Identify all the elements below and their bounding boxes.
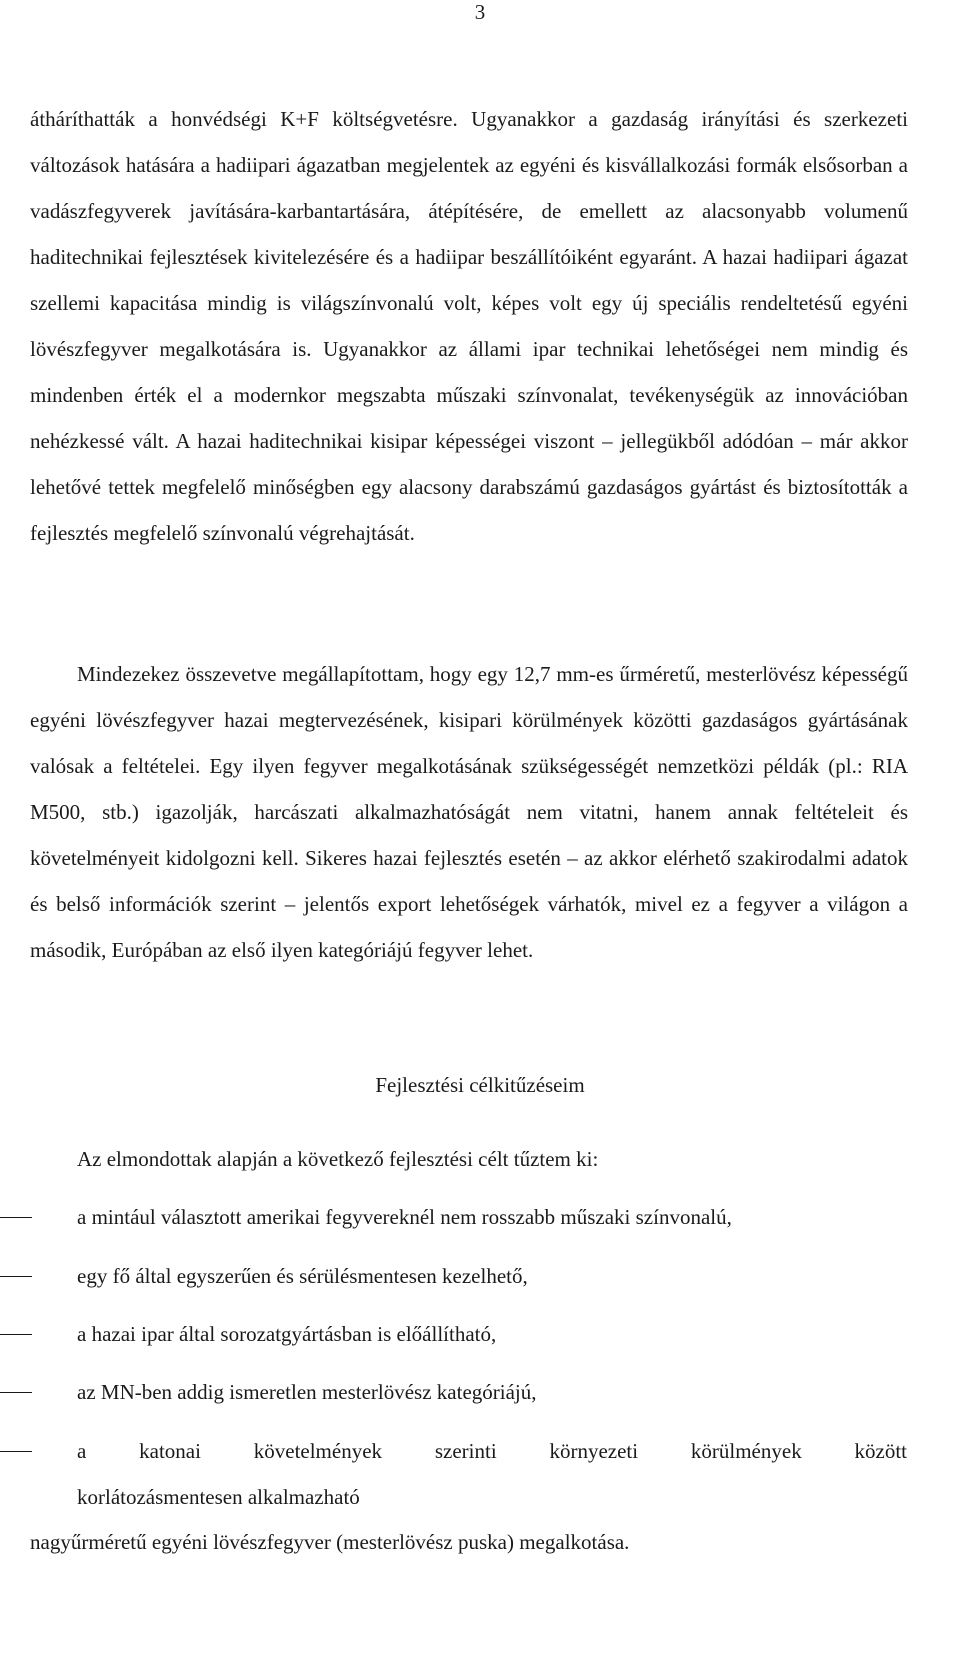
dash-bullet-icon [0,1276,32,1277]
body-paragraph-1: átháríthatták a honvédségi K+F költségvetésre. Ugyanakkor a gazdaság irányítási és szerkezeti változások hatására a hadiipari ágazatban megjelentek az egyéni és kisvállalkozási formák elsősorban a vadászfegyverek javítására-karbantartására, átépítésére, de emellett az alacsonyabb volumenű haditechnikai fejlesztések kivitelezésére és a hadiipar beszállítóiként egyaránt. A hazai hadiipari ágazat szellemi kapacitása mindig is világszínvonalú volt, képes volt egy új speciális rendeltetésű egyéni lövészfegyver megalkotására is. Ugyanakkor az állami ipar technikai lehetőségei nem mindig és mindenben érték el a modernkor megszabta műszaki színvonalat, tevékenységük az innovációban nehézkessé vált. A hazai haditechnikai kisipar képességei viszont – jellegükből adódóan – már akkor lehetővé tettek megfelelő minőségben egy alacsony darabszámú gazdaságos gyártást és biztosították a fejlesztés megfelelő színvonalú végrehajtását. [30,107,908,545]
goal-text: a mintául választott amerikai fegyvereknél nem rosszabb műszaki színvonalú, [77,1205,732,1229]
goal-text: a hazai ipar által sorozatgyártásban is előállítható, [77,1322,497,1346]
section-heading: Fejlesztési célkitűzéseim [375,1073,585,1097]
section-intro: Az elmondottak alapján a következő fejlesztési célt tűztem ki: [77,1147,599,1171]
goal-text [77,1428,907,1520]
goal-text: egy fő által egyszerűen és sérülésmentesen kezelhető, [77,1264,528,1288]
dash-bullet-icon [0,1217,32,1218]
dash-bullet-icon [0,1392,32,1393]
closing-line: nagyűrméretű egyéni lövészfegyver (mesterlövész puska) megalkotása. [30,1530,630,1554]
dash-bullet-icon [0,1334,32,1335]
goal-text-line: a katonai követelmények szerinti környezeti körülmények között [77,1439,907,1463]
page-number: 3 [474,0,486,24]
dash-bullet-icon [0,1451,32,1452]
goal-text: az MN-ben addig ismeretlen mesterlövész kategóriájú, [77,1380,537,1404]
goal-text-line: korlátozásmentesen alkalmazható [77,1485,360,1509]
body-paragraph-2: Mindezekez összevetve megállapítottam, hogy egy 12,7 mm-es űrméretű, mesterlövész képességű egyéni lövészfegyver hazai megtervezésének, kisipari körülmények közötti gazdaságos gyártásának valósak a feltételei. Egy ilyen fegyver megalkotásának szükségességét nemzetközi példák (pl.: RIA M500, stb.) igazolják, harcászati alkalmazhatóságát nem vitatni, hanem annak feltételeit és követelményeit kidolgozni kell. Sikeres hazai fejlesztés esetén – az akkor elérhető szakirodalmi adatok és belső információk szerint – jelentős export lehetőségek várhatók, mivel ez a fegyver a világon a második, Európában az első ilyen kategóriájú fegyver lehet. [30,662,908,962]
